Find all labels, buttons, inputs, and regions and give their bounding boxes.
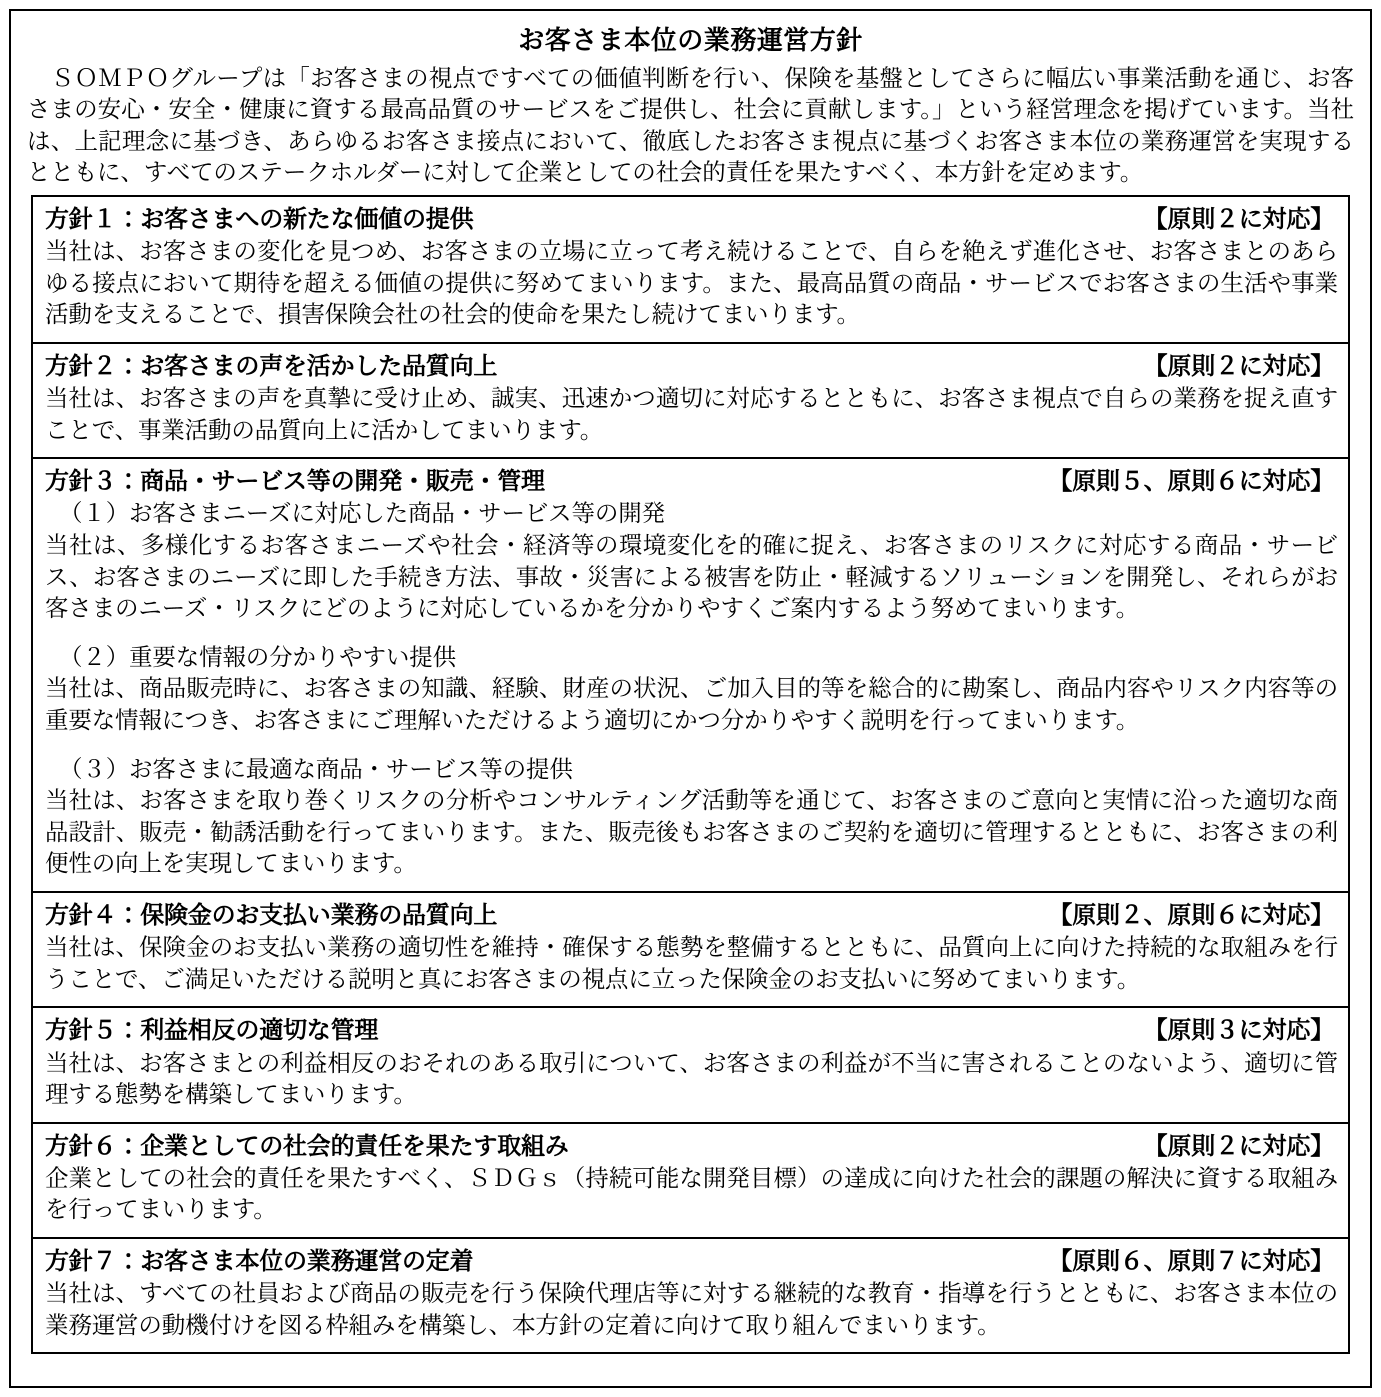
- policy-subsection-text: 当社は、多様化するお客さまニーズや社会・経済等の環境変化を的確に捉え、お客さまのリスクに対応する商品・サービス、お客さまのニーズに即した手続き方法、事故・災害による被害を防止・軽減するソリューションを開発し、それらがお客さまのニーズ・リスクにどのように対応しているかを分かりやすくご案内するよう努めてまいります。: [45, 532, 1338, 622]
- policy-title: 方針４：保険金のお支払い業務の品質向上: [45, 901, 498, 929]
- policy-principle-tag: 【原則２に対応】: [1143, 352, 1334, 380]
- document-content: [11, 24, 1370, 1397]
- policy-title: 方針１：お客さまへの新たな価値の提供: [45, 205, 474, 233]
- page-title: お客さま本位の業務運営方針: [518, 25, 863, 55]
- policy-list: [31, 195, 1350, 1355]
- policy-box: [33, 344, 1348, 459]
- document-outer-frame: [9, 9, 1372, 1388]
- policy-principle-tag: 【原則５、原則６に対応】: [1048, 468, 1334, 496]
- policy-subsection-text: 当社は、商品販売時に、お客さまの知識、経験、財産の状況、ご加入目的等を総合的に勘案し、商品内容やリスク内容等の重要な情報につき、お客さまにご理解いただけるよう適切にかつ分かりやすく説明を行ってまいります。: [45, 675, 1338, 733]
- policy-body-text: 当社は、保険金のお支払い業務の適切性を維持・確保する態勢を整備するとともに、品質向上に向けた持続的な取組みを行うことで、ご満足いただける説明と真にお客さまの視点に立った保険金のお支払いに努めてまいります。: [45, 934, 1338, 992]
- policy-header: [45, 466, 1338, 497]
- policy-title: 方針３：商品・サービス等の開発・販売・管理: [45, 468, 545, 496]
- policy-title: 方針６：企業としての社会的責任を果たす取組み: [45, 1132, 569, 1160]
- policy-body-text: 当社は、お客さまとの利益相反のおそれのある取引について、お客さまの利益が不当に害されることのないよう、適切に管理する態勢を構築してまいります。: [45, 1049, 1338, 1108]
- policy-body-text: 当社は、すべての社員および商品の販売を行う保険代理店等に対する継続的な教育・指導を行うとともに、お客さま本位の業務運営の動機付けを図る枠組みを構築し、本方針の定着に向けて取り組んでまいります。: [45, 1280, 1338, 1338]
- policy-header: [45, 1246, 1338, 1277]
- subsection-spacer: [45, 625, 1338, 642]
- policy-subsection-title: （３）お客さまに最適な商品・サービス等の提供: [59, 755, 573, 782]
- policy-header: [45, 1131, 1338, 1162]
- bottom-spacer: [25, 1354, 1356, 1376]
- policy-box: [33, 1124, 1348, 1239]
- policy-header: [45, 204, 1338, 235]
- policy-header: [45, 351, 1338, 382]
- subsection-spacer: [45, 737, 1338, 754]
- policy-body-text: 当社は、お客さまの声を真摯に受け止め、誠実、迅速かつ適切に対応するとともに、お客さま視点で自らの業務を捉え直すことで、事業活動の品質向上に活かしてまいります。: [45, 385, 1338, 443]
- policy-principle-tag: 【原則６、原則７に対応】: [1048, 1248, 1334, 1276]
- policy-title: 方針７：お客さま本位の業務運営の定着: [45, 1248, 474, 1276]
- lead-paragraph: ＳＯＭＰＯグループは「お客さまの視点ですべての価値判断を行い、保険を基盤としてさらに幅広い事業活動を通じ、お客さまの安心・安全・健康に資する最高品質のサービスをご提供し、社会に貢献します。」という経営理念を掲げています。当社は、上記理念に基づき、あらゆるお客さま接点において、徹底したお客さま視点に基づくお客さま本位の業務運営を実現するとともに、すべてのステークホルダーに対して企業としての社会的責任を果たすべく、本方針を定めます。: [27, 64, 1354, 186]
- policy-title: 方針５：利益相反の適切な管理: [45, 1017, 379, 1045]
- policy-subsection-title: （２）重要な情報の分かりやすい提供: [59, 643, 456, 670]
- policy-body-text: 企業としての社会的責任を果たすべく、ＳＤＧｓ（持続可能な開発目標）の達成に向けた社会的課題の解決に資する取組みを行ってまいります。: [45, 1164, 1338, 1223]
- policy-box: [33, 1239, 1348, 1354]
- policy-box: [33, 197, 1348, 344]
- policy-subsection-title: （１）お客さまニーズに対応した商品・サービス等の開発: [59, 500, 665, 527]
- policy-principle-tag: 【原則３に対応】: [1143, 1017, 1334, 1045]
- policy-principle-tag: 【原則２に対応】: [1143, 1132, 1334, 1160]
- policy-box: [33, 459, 1348, 893]
- policy-subsection-text: 当社は、お客さまを取り巻くリスクの分析やコンサルティング活動等を通じて、お客さまのご意向と実情に沿った適切な商品設計、販売・勧誘活動を行ってまいります。また、販売後もお客さまのご契約を適切に管理するとともに、お客さまの利便性の向上を実現してまいります。: [45, 787, 1338, 877]
- policy-principle-tag: 【原則２に対応】: [1143, 205, 1334, 233]
- policy-header: [45, 900, 1338, 931]
- policy-body-text: 当社は、お客さまの変化を見つめ、お客さまの立場に立って考え続けることで、自らを絶えず進化させ、お客さまとのあらゆる接点において期待を超える価値の提供に努めてまいります。また、最高品質の商品・サービスでお客さまの生活や事業活動を支えることで、損害保険会社の社会的使命を果たし続けてまいります。: [45, 238, 1338, 328]
- policy-principle-tag: 【原則２、原則６に対応】: [1048, 901, 1334, 929]
- policy-header: [45, 1015, 1338, 1046]
- policy-title: 方針２：お客さまの声を活かした品質向上: [45, 352, 498, 380]
- policy-box: [33, 1008, 1348, 1123]
- policy-box: [33, 893, 1348, 1008]
